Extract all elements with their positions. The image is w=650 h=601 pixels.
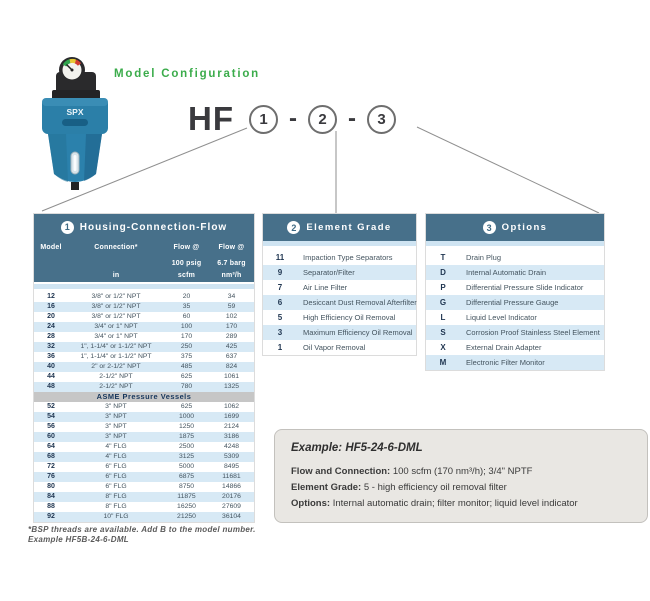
label-cell: Separator/Filter (303, 268, 355, 277)
connection-cell: 1", 1-1/4" or 1-1/2" NPT (80, 343, 152, 350)
column-flow-nm3h: Flow @ 6.7 barg nm³/h (217, 244, 246, 279)
model-cell: 56 (47, 423, 55, 430)
connection-cell: 3" NPT (105, 413, 127, 420)
badge-2-icon: 2 (287, 221, 300, 234)
housing-table-column-headers (34, 240, 254, 282)
example-line-label: Element Grade: (291, 482, 362, 493)
model-cell: 68 (47, 453, 55, 460)
code-cell: M (439, 358, 447, 367)
column-connection: Connection* in (94, 244, 138, 279)
table-row (34, 352, 254, 362)
model-separator-1: - (289, 105, 297, 132)
flow-scfm-cell: 250 (180, 343, 193, 350)
label-cell: Internal Automatic Drain (466, 268, 547, 277)
table-row (34, 442, 254, 452)
flow-nm3h-cell: 637 (225, 353, 238, 360)
code-cell: L (440, 313, 446, 322)
table-row (426, 340, 604, 355)
code-cell: 9 (277, 268, 283, 277)
model-cell: 48 (47, 383, 55, 390)
code-cell: P (440, 283, 446, 292)
flow-scfm-cell: 1000 (178, 413, 195, 420)
model-cell: 52 (47, 403, 55, 410)
table-row (263, 250, 416, 265)
code-cell: 11 (275, 253, 285, 262)
model-cell: 20 (47, 313, 55, 320)
table-row (34, 492, 254, 502)
table-row (34, 402, 254, 412)
connection-cell: 3" NPT (105, 433, 127, 440)
code-cell: T (440, 253, 446, 262)
label-cell: Maximum Efficiency Oil Removal (303, 328, 413, 337)
flow-scfm-cell: 100 (180, 323, 193, 330)
code-cell: S (440, 328, 446, 337)
connection-cell: 8" FLG (105, 493, 127, 500)
model-part-2-circle: 2 (308, 105, 337, 134)
table-row (426, 265, 604, 280)
flow-scfm-cell: 8750 (178, 483, 195, 490)
label-cell: Electronic Filter Monitor (466, 358, 545, 367)
housing-table-header (34, 214, 254, 240)
flow-nm3h-cell: 102 (225, 313, 238, 320)
table-row (34, 312, 254, 322)
connection-cell: 2-1/2" NPT (99, 383, 133, 390)
footnote-line-2: Example HF5B-24-6-DML (28, 535, 129, 544)
options-table (425, 213, 605, 371)
label-cell: Desiccant Dust Removal Afterfilter (303, 298, 417, 307)
flow-nm3h-cell: 4248 (223, 443, 240, 450)
table-row (34, 292, 254, 302)
model-cell: 80 (47, 483, 55, 490)
options-table-title: Options (501, 222, 548, 233)
table-row (34, 512, 254, 522)
connection-cell: 2-1/2" NPT (99, 373, 133, 380)
label-cell: External Drain Adapter (466, 343, 542, 352)
table-row (34, 302, 254, 312)
connection-cell: 3/8" or 1/2" NPT (91, 313, 141, 320)
flow-scfm-cell: 16250 (177, 503, 196, 510)
flow-nm3h-cell: 170 (225, 323, 238, 330)
flow-scfm-cell: 375 (180, 353, 193, 360)
code-cell: 1 (277, 343, 283, 352)
table-row (426, 280, 604, 295)
table-row (263, 325, 416, 340)
model-cell: 72 (47, 463, 55, 470)
divider-strip (263, 241, 416, 246)
code-cell: 7 (277, 283, 283, 292)
asme-rows (34, 402, 254, 522)
page-title: Model Configuration (114, 68, 260, 80)
model-cell: 16 (47, 303, 55, 310)
element-table-header (263, 214, 416, 241)
connection-cell: 3" NPT (105, 403, 127, 410)
model-separator-2: - (348, 105, 356, 132)
model-part-3-circle: 3 (367, 105, 396, 134)
flow-nm3h-cell: 36104 (222, 513, 241, 520)
divider-strip (426, 241, 604, 246)
housing-connection-flow-table (33, 213, 255, 523)
code-cell: 5 (277, 313, 283, 322)
code-cell: D (440, 268, 446, 277)
label-cell: Drain Plug (466, 253, 502, 262)
example-box (274, 429, 648, 523)
model-cell: 28 (47, 333, 55, 340)
flow-scfm-cell: 60 (182, 313, 191, 320)
flow-nm3h-cell: 1061 (223, 373, 240, 380)
example-line: Options: Internal automatic drain; filter monitor; liquid level indicator (291, 498, 578, 509)
model-cell: 64 (47, 443, 55, 450)
flow-nm3h-cell: 2124 (223, 423, 240, 430)
connection-cell: 3/4" or 1" NPT (94, 333, 138, 340)
table-row (34, 362, 254, 372)
table-row (34, 482, 254, 492)
flow-scfm-cell: 2500 (178, 443, 195, 450)
flow-nm3h-cell: 425 (225, 343, 238, 350)
flow-nm3h-cell: 11681 (222, 473, 241, 480)
flow-scfm-cell: 485 (180, 363, 193, 370)
code-cell: X (440, 343, 446, 352)
flow-scfm-cell: 780 (180, 383, 193, 390)
model-cell: 32 (47, 343, 55, 350)
example-line: Flow and Connection: 100 scfm (170 nm³/h); 3/4" NPTF (291, 466, 533, 477)
footnote (28, 525, 256, 545)
column-flow-scfm: Flow @ 100 psig scfm (171, 244, 202, 279)
model-cell: 60 (47, 433, 55, 440)
label-cell: Corrosion Proof Stainless Steel Element (466, 328, 600, 337)
connection-cell: 6" FLG (105, 463, 127, 470)
example-line-label: Options: (291, 498, 331, 509)
model-code (188, 100, 401, 138)
table-row (426, 325, 604, 340)
table-row (34, 472, 254, 482)
label-cell: High Efficiency Oil Removal (303, 313, 396, 322)
model-part-1-circle: 1 (249, 105, 278, 134)
flow-nm3h-cell: 59 (227, 303, 236, 310)
code-cell: G (439, 298, 447, 307)
model-cell: 54 (47, 413, 55, 420)
label-cell: Differential Pressure Gauge (466, 298, 559, 307)
table-row (34, 412, 254, 422)
connection-cell: 3/4" or 1" NPT (94, 323, 138, 330)
table-row (34, 322, 254, 332)
model-cell: 84 (47, 493, 55, 500)
model-cell: 24 (47, 323, 55, 330)
flow-scfm-cell: 1875 (178, 433, 195, 440)
product-logo-text: SPX (66, 107, 84, 117)
connection-cell: 8" FLG (105, 503, 127, 510)
badge-3-icon: 3 (483, 221, 496, 234)
housing-table-title: Housing-Connection-Flow (79, 221, 228, 233)
connection-cell: 4" FLG (105, 453, 127, 460)
table-row (263, 295, 416, 310)
flow-scfm-cell: 35 (182, 303, 191, 310)
flow-nm3h-cell: 5309 (223, 453, 240, 460)
flow-nm3h-cell: 289 (225, 333, 238, 340)
code-cell: 3 (277, 328, 283, 337)
table-row (34, 502, 254, 512)
options-rows (426, 250, 604, 370)
drain-stub (71, 182, 79, 190)
product-image (36, 48, 116, 190)
example-line: Element Grade: 5 - high efficiency oil removal filter (291, 482, 507, 493)
model-cell: 12 (47, 293, 55, 300)
flow-scfm-cell: 625 (180, 373, 193, 380)
connection-cell: 6" FLG (105, 473, 127, 480)
flow-scfm-cell: 11875 (177, 493, 196, 500)
flow-scfm-cell: 21250 (177, 513, 196, 520)
connection-cell: 4" FLG (105, 443, 127, 450)
flow-nm3h-cell: 1062 (223, 403, 240, 410)
flow-nm3h-cell: 3186 (223, 433, 240, 440)
connection-cell: 3" NPT (105, 423, 127, 430)
table-row (34, 372, 254, 382)
flow-nm3h-cell: 20176 (222, 493, 241, 500)
label-cell: Air Line Filter (303, 283, 348, 292)
label-cell: Liquid Level Indicator (466, 313, 537, 322)
label-cell: Oil Vapor Removal (303, 343, 366, 352)
code-cell: 6 (277, 298, 283, 307)
table-row (263, 280, 416, 295)
flow-nm3h-cell: 34 (227, 293, 236, 300)
table-row (34, 452, 254, 462)
connection-cell: 10" FLG (103, 513, 129, 520)
flow-nm3h-cell: 824 (225, 363, 238, 370)
table-row (426, 295, 604, 310)
model-cell: 40 (47, 363, 55, 370)
element-table-title: Element Grade (306, 222, 392, 233)
model-cell: 44 (47, 373, 55, 380)
table-row (34, 342, 254, 352)
table-row (263, 310, 416, 325)
example-line-label: Flow and Connection: (291, 466, 391, 477)
flow-nm3h-cell: 1699 (223, 413, 240, 420)
flow-nm3h-cell: 14866 (222, 483, 241, 490)
divider-strip (34, 284, 254, 289)
table-row (426, 250, 604, 265)
connection-cell: 3/8" or 1/2" NPT (91, 303, 141, 310)
connection-cell: 6" FLG (105, 483, 127, 490)
label-cell: Impaction Type Separators (303, 253, 393, 262)
footnote-line-1: *BSP threads are available. Add B to the model number. (28, 525, 256, 534)
table-row (34, 332, 254, 342)
model-cell: 36 (47, 353, 55, 360)
example-title: Example: HF5-24-6-DML (291, 442, 423, 454)
options-table-header (426, 214, 604, 241)
flow-scfm-cell: 6875 (178, 473, 195, 480)
pressure-gauge-icon (59, 57, 85, 83)
connection-cell: 1", 1-1/4" or 1-1/2" NPT (80, 353, 152, 360)
flow-scfm-cell: 625 (180, 403, 193, 410)
flow-scfm-cell: 170 (180, 333, 193, 340)
housing-rows (34, 292, 254, 392)
element-grade-rows (263, 250, 416, 355)
model-prefix: HF (188, 100, 234, 137)
column-model: Model (40, 244, 62, 251)
example-lines (291, 464, 631, 512)
flow-scfm-cell: 3125 (178, 453, 195, 460)
flow-scfm-cell: 20 (182, 293, 191, 300)
model-cell: 88 (47, 503, 55, 510)
table-row (34, 432, 254, 442)
table-row (263, 265, 416, 280)
flow-nm3h-cell: 1325 (223, 383, 240, 390)
flow-nm3h-cell: 8495 (223, 463, 240, 470)
flow-scfm-cell: 1250 (178, 423, 195, 430)
model-cell: 76 (47, 473, 55, 480)
table-row (34, 462, 254, 472)
element-grade-table (262, 213, 417, 356)
model-cell: 92 (47, 513, 55, 520)
connection-cell: 2" or 2-1/2" NPT (91, 363, 141, 370)
connection-cell: 3/8" or 1/2" NPT (91, 293, 141, 300)
table-row (426, 355, 604, 370)
asme-band: ASME Pressure Vessels (34, 392, 254, 402)
badge-1-icon: 1 (61, 221, 74, 234)
table-row (34, 382, 254, 392)
table-row (34, 422, 254, 432)
table-row (426, 310, 604, 325)
flow-scfm-cell: 5000 (178, 463, 195, 470)
flow-nm3h-cell: 27609 (222, 503, 241, 510)
table-row (263, 340, 416, 355)
label-cell: Differential Pressure Slide Indicator (466, 283, 584, 292)
